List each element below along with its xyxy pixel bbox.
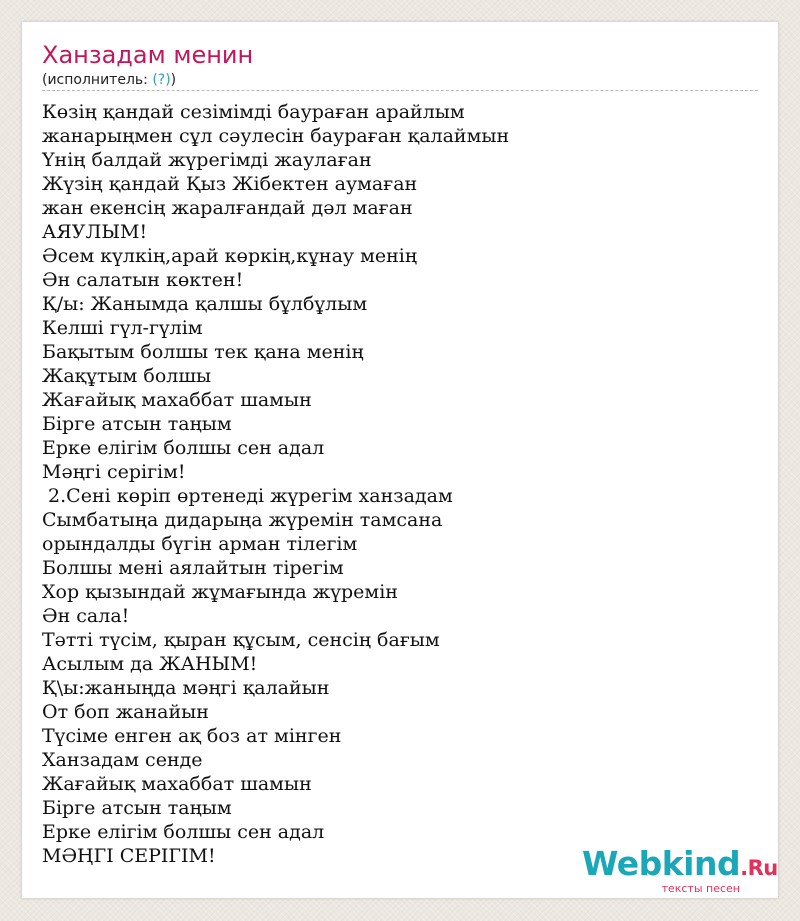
lyric-line: Бақытым болшы тек қана менің	[42, 341, 364, 363]
lyric-line: 2.Сені көріп өртенеді жүрегім ханзадам	[42, 485, 453, 507]
lyrics-card	[22, 22, 778, 898]
lyric-line: Тәтті түсім, қыран құсым, сенсің бағым	[42, 629, 440, 651]
lyric-line: МӘҢГІ СЕРІГІМ!	[42, 845, 216, 867]
lyric-line: Қ/ы: Жанымда қалшы бұлбұлым	[42, 293, 368, 315]
lyric-line: Мәңгі серігім!	[42, 461, 186, 483]
lyric-line: Жақұтым болшы	[42, 365, 212, 387]
lyric-line: Болшы мені аялайтын тірегім	[42, 557, 344, 579]
lyric-line: Ханзадам сенде	[42, 749, 203, 771]
logo-tagline: тексты песен	[661, 882, 740, 895]
lyric-line: Жағайық махаббат шамын	[42, 773, 312, 795]
logo-name: Webkind	[582, 844, 741, 883]
lyric-line: Бірге атсын таңым	[42, 797, 232, 819]
lyric-line: Ән салатын көктен!	[42, 269, 244, 291]
song-title: Ханзадам менин	[42, 41, 254, 69]
lyric-line: Әсем күлкің,арай көркің,кұнау менің	[42, 245, 418, 267]
artist-link[interactable]: (?)	[152, 72, 171, 88]
site-logo[interactable]	[582, 844, 778, 895]
lyric-line: Түсіме енген ақ боз ат мінген	[42, 725, 342, 747]
logo-wordmark	[582, 844, 778, 883]
lyrics-text	[42, 100, 509, 868]
lyric-line: Көзің қандай сезімімді бауpаған арайлым	[42, 101, 465, 123]
title-divider	[42, 90, 758, 91]
artist-suffix: )	[170, 72, 177, 88]
lyric-line: Асылым да ЖАНЫМ!	[42, 653, 258, 675]
lyric-line: От боп жанайын	[42, 701, 209, 723]
lyric-line: Ерке елігім болшы сен адал	[42, 437, 325, 459]
lyric-line: Сымбатыңа дидарыңа жүремін тамсана	[42, 509, 443, 531]
lyric-line: Қ\ы:жаныңда мәңгі қалайын	[42, 677, 330, 699]
lyric-line: АЯУЛЫМ!	[42, 221, 148, 243]
lyric-line: жанарыңмен сұл сәулесін бауpаған қалаймын	[42, 125, 510, 147]
artist-prefix: (исполнитель:	[42, 72, 153, 88]
lyric-line: Ән сала!	[42, 605, 130, 627]
logo-tld: .Ru	[740, 856, 778, 880]
lyric-line: Бірге атсын таңым	[42, 413, 232, 435]
lyric-line: Хор қызындай жұмағында жүремін	[42, 581, 398, 603]
lyric-line: Үнің балдай жүрегімді жаулаған	[42, 149, 372, 171]
lyric-line: орындалды бүгін арман тілегім	[42, 533, 358, 555]
lyric-line: Ерке елігім болшы сен адал	[42, 821, 325, 843]
lyric-line: Жағайық махаббат шамын	[42, 389, 312, 411]
lyric-line: Жүзің қандай Қыз Жібектен аумаған	[42, 173, 418, 195]
lyric-line: жан екенсің жаралғандай дәл маған	[42, 197, 413, 219]
lyric-line: Келші гүл-гүлім	[42, 317, 203, 339]
artist-line	[42, 72, 176, 88]
